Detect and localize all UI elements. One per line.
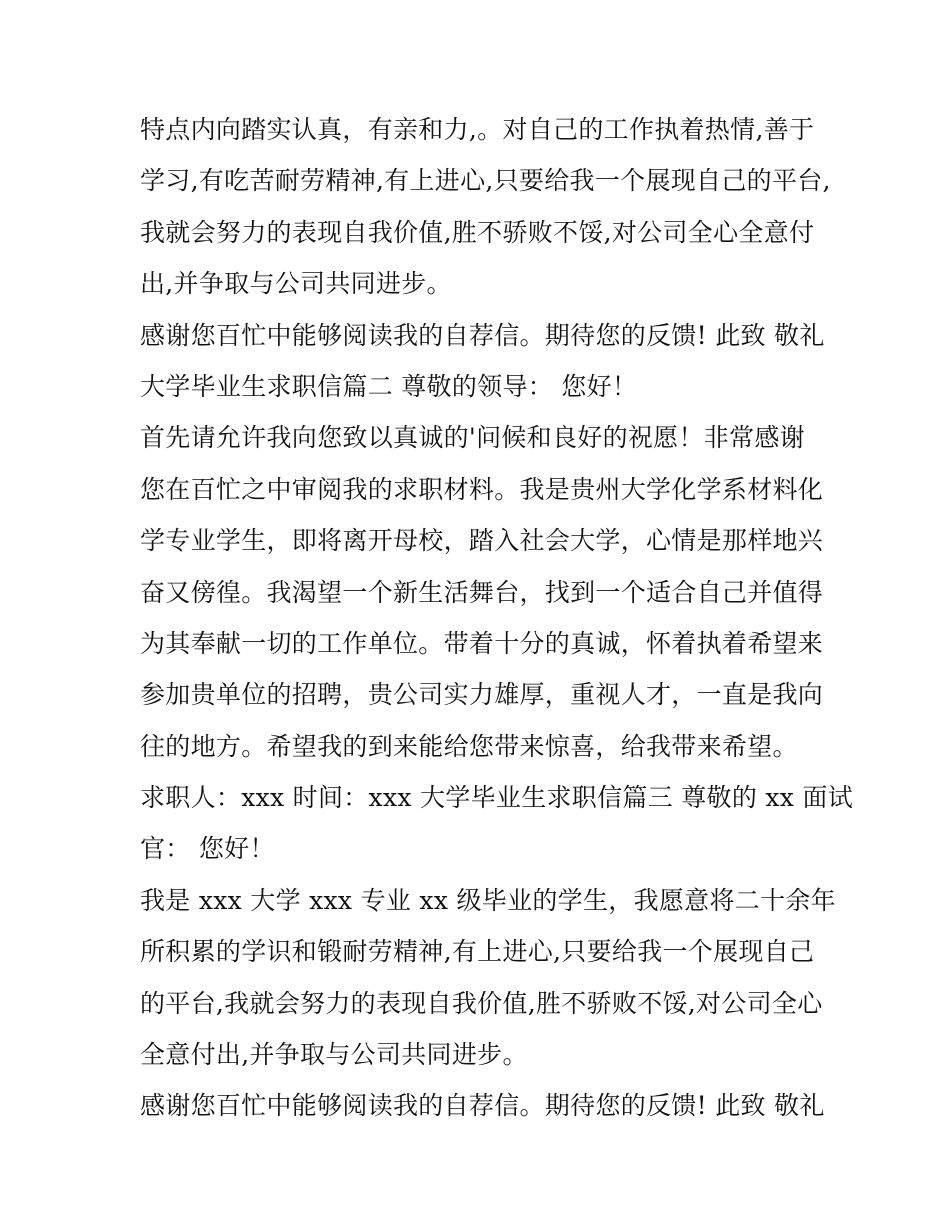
text-line: 往的地方。希望我的到来能给您带来惊喜，给我带来希望。 — [140, 731, 798, 761]
text-line: 官： 您好！ — [140, 834, 275, 864]
text-line: 您在百忙之中审阅我的求职材料。我是贵州大学化学系材料化 — [140, 474, 824, 504]
text-line: 特点内向踏实认真，有亲和力,。对自己的工作执着热情,善于 — [140, 115, 815, 144]
text-line: 所积累的学识和锻耐劳精神,有上进心,只要给我一个展现自己 — [140, 937, 815, 967]
text-line: 学习,有吃苦耐劳精神,有上进心,只要给我一个展现自己的平台, — [140, 166, 831, 196]
text-line: 感谢您百忙中能够阅读我的自荐信。期待您的反馈! 此致 敬礼 — [140, 1091, 825, 1121]
text-line: 学专业学生，即将离开母校，踏入社会大学，心情是那样地兴 — [140, 526, 824, 556]
letter-body — [140, 104, 854, 1132]
text-line: 奋又傍徨。我渴望一个新生活舞台，找到一个适合自己并值得 — [140, 577, 824, 607]
text-line: 为其奉献一切的工作单位。带着十分的真诚，怀着执着希望来 — [140, 628, 824, 658]
text-line: 感谢您百忙中能够阅读我的自荐信。期待您的反馈! 此致 敬礼 — [140, 320, 825, 350]
text-line: 首先请允许我向您致以真诚的'问候和良好的祝愿！非常感谢 — [140, 423, 805, 453]
text-line: 大学毕业生求职信篇二 尊敬的领导： 您好！ — [140, 371, 638, 401]
text-line: 我就会努力的表现自我价值,胜不骄败不馁,对公司全心全意付 — [140, 217, 815, 247]
text-line: 的平台,我就会努力的表现自我价值,胜不骄败不馁,对公司全心 — [140, 988, 823, 1018]
text-line: 求职人：xxx 时间：xxx 大学毕业生求职信篇三 尊敬的 xx 面试 — [140, 783, 854, 813]
text-line: 我是 xxx 大学 xxx 专业 xx 级毕业的学生，我愿意将二十余年 — [140, 885, 836, 915]
text-line: 参加贵单位的招聘，贵公司实力雄厚，重视人才，一直是我向 — [140, 680, 824, 710]
text-line: 全意付出,并争取与公司共同进步。 — [140, 1040, 528, 1070]
text-line: 出,并争取与公司共同进步。 — [140, 269, 452, 299]
